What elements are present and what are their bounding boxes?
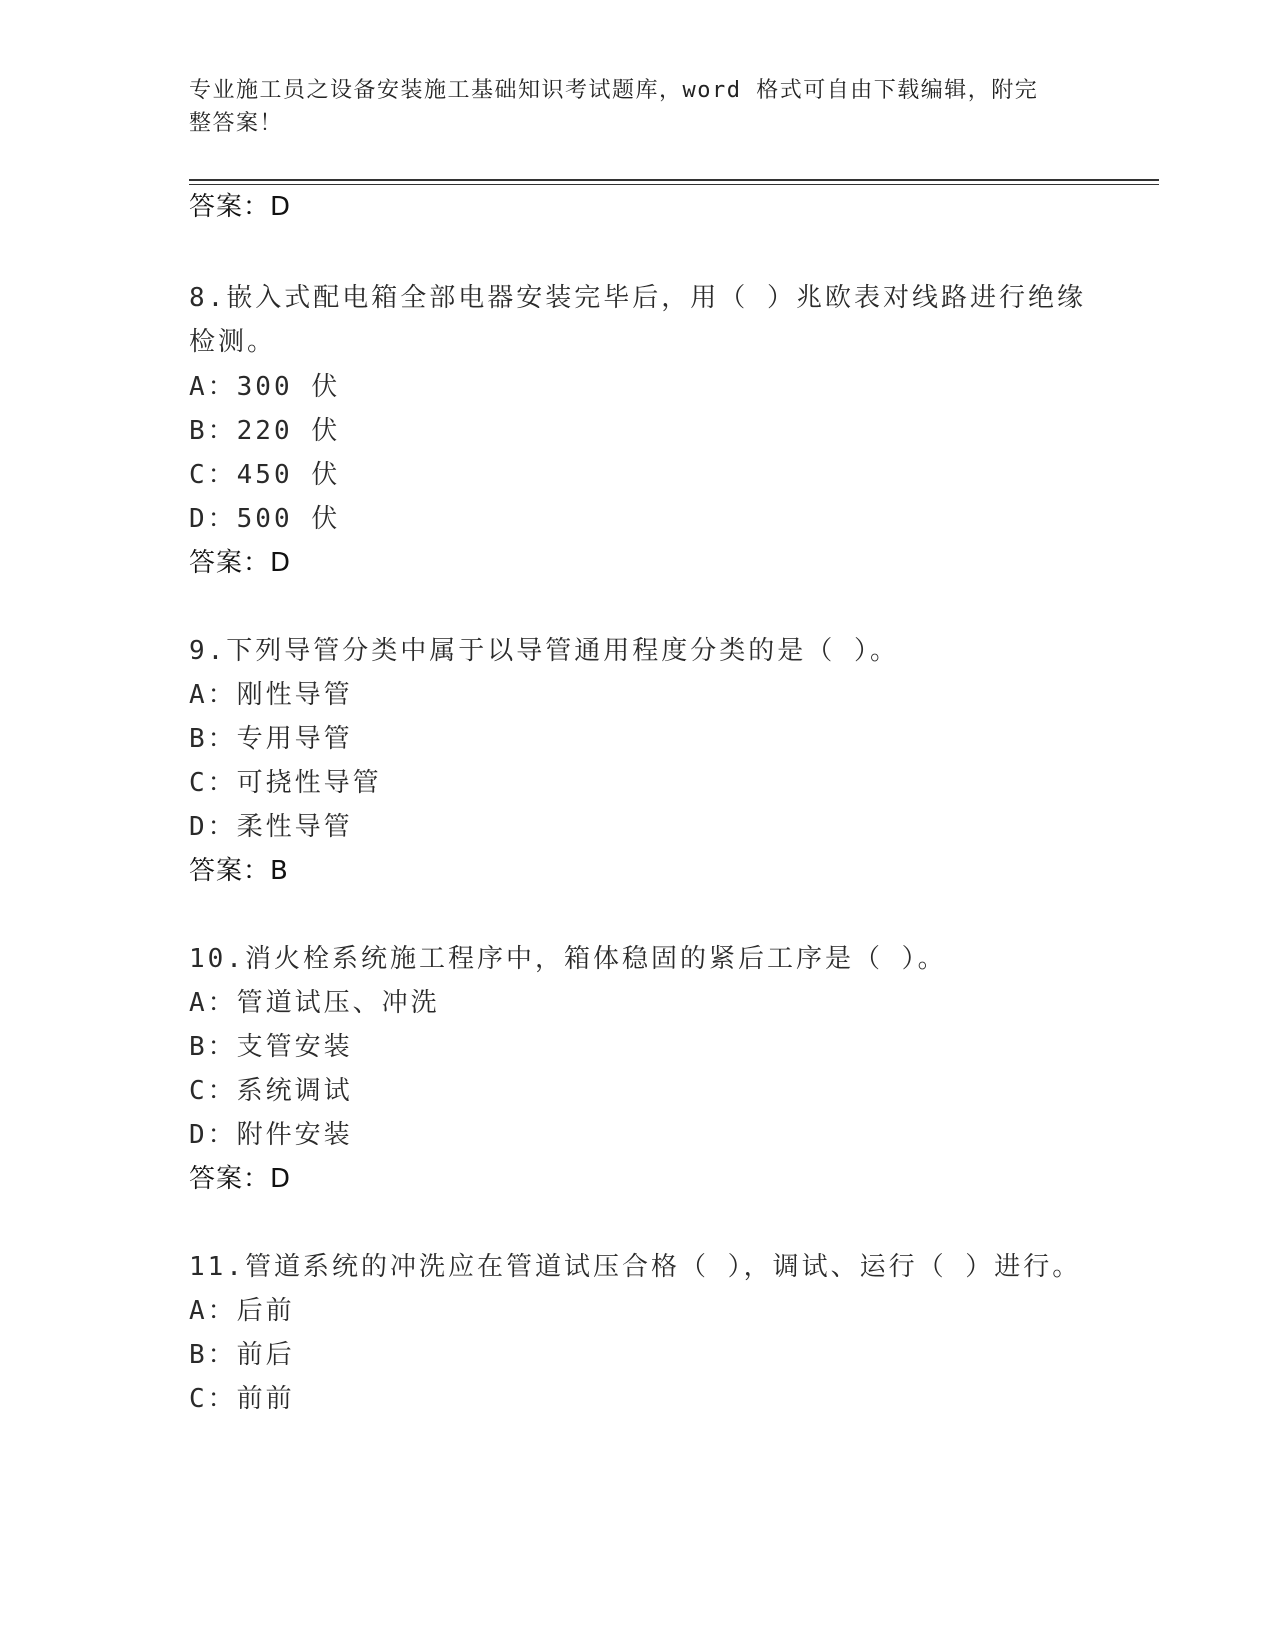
question-9-option-d: D：柔性导管 <box>189 812 353 842</box>
question-8-stem: 8.嵌入式配电箱全部电器安装完毕后，用（ ）兆欧表对线路进行绝缘 <box>189 283 1086 313</box>
question-9-stem: 9.下列导管分类中属于以导管通用程度分类的是（ ）。 <box>189 636 899 666</box>
question-9-option-a: A：刚性导管 <box>189 680 353 710</box>
question-11-option-b: B：前后 <box>189 1340 295 1370</box>
header-line-2: 整答案！ <box>189 111 284 136</box>
question-10-option-a: A：管道试压、冲洗 <box>189 988 440 1018</box>
question-10-answer: 答案：D <box>189 1164 292 1194</box>
question-10-option-d: D：附件安装 <box>189 1120 353 1150</box>
question-8-option-c: C：450 伏 <box>189 460 341 490</box>
previous-answer: 答案：D <box>189 192 292 222</box>
question-10-option-b: B：支管安装 <box>189 1032 353 1062</box>
header-divider-thick <box>189 179 1159 181</box>
question-10-option-c: C：系统调试 <box>189 1076 353 1106</box>
document-header <box>189 74 1069 140</box>
header-divider-thin <box>189 184 1159 185</box>
question-11-stem: 11.管道系统的冲洗应在管道试压合格（ ），调试、运行（ ）进行。 <box>189 1252 1082 1282</box>
header-line-1: 专业施工员之设备安装施工基础知识考试题库，word 格式可自由下载编辑，附完 <box>189 78 1039 103</box>
question-9-option-c: C：可挠性导管 <box>189 768 382 798</box>
question-11-option-a: A：后前 <box>189 1296 295 1326</box>
question-9-option-b: B：专用导管 <box>189 724 353 754</box>
question-8-stem-cont: 检测。 <box>189 327 277 357</box>
question-9-answer: 答案：B <box>189 856 289 886</box>
question-8-option-b: B：220 伏 <box>189 416 341 446</box>
question-8-answer: 答案：D <box>189 548 292 578</box>
question-11-option-c: C：前前 <box>189 1384 295 1414</box>
question-8-option-a: A：300 伏 <box>189 372 341 402</box>
question-8-option-d: D：500 伏 <box>189 504 341 534</box>
question-10-stem: 10.消火栓系统施工程序中，箱体稳固的紧后工序是（ ）。 <box>189 944 947 974</box>
